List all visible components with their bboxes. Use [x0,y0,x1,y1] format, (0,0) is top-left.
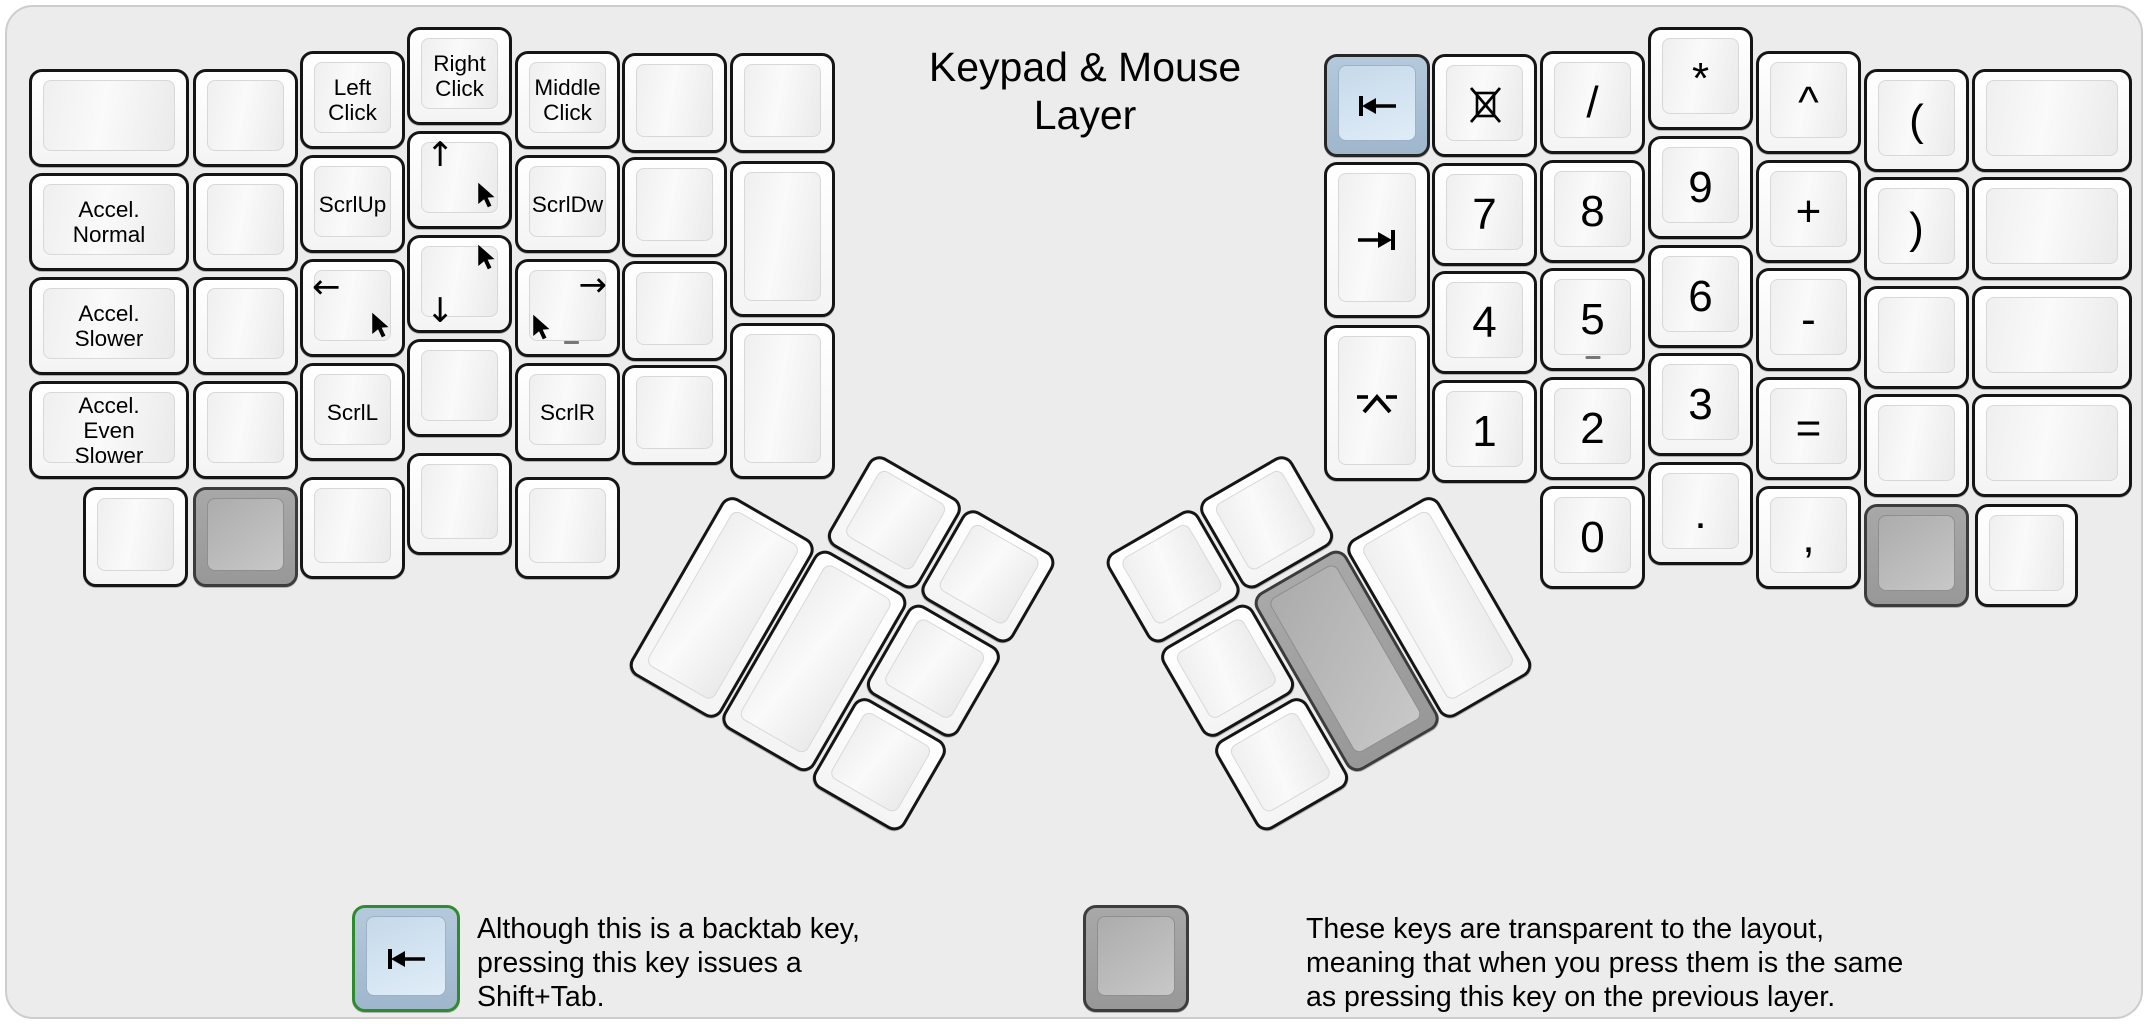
layout-board [5,5,2143,1019]
key-num-7 [1432,163,1537,266]
key-r-c6-r2 [1972,177,2132,280]
key-scroll-down [515,155,620,253]
key-plus [1756,160,1861,263]
key-num-6 [1648,245,1753,348]
legend-transparent-text: These keys are transparent to the layout, meaning that when you press them is the same as pressing this key on the previous layer. [1306,913,1904,1013]
key-l-c5-r2 [622,157,727,257]
key-l-c1-r3-cap [207,288,284,359]
mouse-cursor-icon-wrap [530,314,551,348]
arrow-up-icon: ↑ [426,135,455,175]
backtab-icon [383,946,429,972]
key-accel-even-slower-label: Accel. Even Slower [74,392,144,468]
key-left-click-label: Left Click [328,75,377,125]
key-comma [1756,486,1861,589]
key-l-c5-r4-cap [636,376,713,449]
key-r-c6-r1-cap [1986,80,2118,156]
key-num-4 [1432,271,1537,374]
key-mouse-left [300,259,405,357]
key-scroll-right [515,363,620,461]
key-l-c2-r5 [300,477,405,579]
key-num-5 [1540,268,1645,371]
key-l-c6-r1-cap [744,64,821,137]
key-num-8 [1540,160,1645,263]
key-r-c5-r4 [1864,394,1969,497]
key-caret-label: ^ [1798,77,1819,127]
key-l-c5-r3-cap [636,272,713,345]
key-l-c3-r5 [407,453,512,555]
key-num-5-label: 5 [1580,294,1605,344]
legend-transparent-key [1083,905,1189,1012]
key-rthumb-top-1-cap [1119,522,1224,626]
key-backtab [1324,54,1430,157]
key-r-c5-r4-cap [1878,405,1955,481]
mouse-cursor-icon [475,182,496,211]
page-title [929,43,1241,139]
key-l-c6-r1 [730,53,835,153]
key-right-click [407,27,512,125]
key-backtab-glyph [1327,57,1427,154]
key-minus-label: - [1801,294,1816,344]
key-right-click-label: Right Click [433,51,486,101]
key-l-bottom-2-transparent-cap [207,498,284,571]
key-l-c1-r2 [193,173,298,271]
key-l-c5-r2-cap [636,168,713,241]
key-l-c1-r1 [193,69,298,167]
mouse-cursor-icon-wrap [475,244,496,278]
key-accel-normal-label: Accel. Normal [72,197,146,247]
key-l-c1-r2-cap [207,184,284,255]
key-l-c0-r1-cap [43,80,175,151]
key-l-c1-r3 [193,277,298,375]
key-l-c6-tall1-cap [744,172,821,301]
legend-backtab-text: Although this is a backtab key, pressing this key issues a Shift+Tab. [477,913,860,1013]
key-rthumb-top-2-cap [1213,468,1318,572]
backtab-icon [1354,93,1400,119]
key-rthumb-mid-cap [1174,616,1279,720]
mouse-cursor-icon-wrap [369,312,390,346]
key-l-c3-r4-cap [421,350,498,421]
key-l-c2-r5-cap [314,488,391,563]
key-l-c3-r4 [407,339,512,437]
key-comma-label: , [1802,512,1815,562]
key-l-c5-r1 [622,53,727,153]
key-l-c1-r4-cap [207,392,284,463]
key-r-c6-r2-cap [1986,188,2118,264]
key-rthumb-low-cap [1228,710,1333,814]
key-num-9-label: 9 [1688,162,1713,212]
key-paren-close-label: ) [1909,203,1924,253]
key-middle-click-label: Middle Click [534,75,601,125]
key-scroll-left [300,363,405,461]
key-r-bottom-transparent [1864,504,1969,607]
key-mouse-up [407,131,512,229]
key-r-c6-r4-cap [1986,405,2118,481]
key-num-2 [1540,377,1645,480]
key-accel-slower [29,277,189,375]
key-asterisk-label: * [1691,53,1710,103]
key-tab-glyph [1327,165,1427,315]
key-r-c6-r3 [1972,286,2132,389]
key-period-label: . [1694,488,1707,538]
key-num-7-label: 7 [1472,189,1497,239]
key-minus [1756,268,1861,371]
key-period [1648,462,1753,565]
key-num-3-label: 3 [1688,379,1713,429]
homing-mark [564,341,579,345]
homing-mark [1585,356,1600,360]
key-l-c1-r1-cap [207,80,284,151]
key-num-8-label: 8 [1580,186,1605,236]
key-lthumb-top-2-cap [937,522,1042,626]
key-scroll-down-label: ScrlDw [531,191,604,217]
mouse-cursor-icon [475,244,496,273]
key-scroll-right-label: ScrlR [540,399,595,425]
key-paren-open-label: ( [1909,95,1924,145]
key-lthumb-top-1-cap [843,468,948,572]
arrow-down-icon: ↓ [426,291,455,331]
key-accel-even-slower [29,381,189,479]
legend-transparent-key-cap [1097,916,1175,996]
key-scroll-up [300,155,405,253]
key-tab [1324,162,1430,318]
key-scroll-left-label: ScrlL [326,399,379,425]
key-r-bottom-transparent-cap [1878,515,1955,591]
key-num-1 [1432,380,1537,483]
mouse-cursor-icon [369,312,390,341]
key-clear [1432,54,1537,157]
tab-icon [1354,227,1400,253]
key-clear-glyph [1435,57,1534,154]
clear-icon [1467,87,1503,125]
key-paren-close [1864,177,1969,280]
key-r-c6-r3-cap [1986,297,2118,373]
key-mouse-down [407,235,512,333]
key-num-0 [1540,486,1645,589]
key-l-c4-r5-cap [529,488,606,563]
key-l-bottom-1-cap [97,498,174,571]
key-asterisk [1648,27,1753,130]
key-r-c6-r1 [1972,69,2132,172]
key-r-c5-r3 [1864,286,1969,389]
key-l-c5-r1-cap [636,64,713,137]
key-l-c6-tall1 [730,161,835,317]
key-num-3 [1648,353,1753,456]
key-accel-slower-label: Accel. Slower [74,301,144,351]
key-r-c5-r3-cap [1878,297,1955,373]
key-scroll-up-label: ScrlUp [318,191,387,217]
mouse-cursor-icon-wrap [475,182,496,216]
key-num-6-label: 6 [1688,271,1713,321]
key-num-4-label: 4 [1472,297,1497,347]
key-caret [1756,51,1861,154]
key-slash [1540,51,1645,154]
key-left-click [300,51,405,149]
title-line-2: Layer [1033,92,1137,138]
key-num-2-label: 2 [1580,403,1605,453]
arrow-left-icon: ← [312,267,341,307]
key-l-bottom-2-transparent [193,487,298,587]
key-r-bottom-2-cap [1989,515,2064,591]
key-l-c1-r4 [193,381,298,479]
key-l-c3-r5-cap [421,464,498,539]
legend-backtab-key-glyph [355,908,457,1009]
key-num-9 [1648,136,1753,239]
key-accel-normal [29,173,189,271]
key-paren-open [1864,69,1969,172]
key-l-bottom-1 [83,487,188,587]
key-l-c4-r5 [515,477,620,579]
key-r-bottom-2 [1975,504,2078,607]
key-equals [1756,377,1861,480]
key-r-c6-r4 [1972,394,2132,497]
key-l-c5-r3 [622,261,727,361]
key-num-1-label: 1 [1472,406,1497,456]
legend-backtab-key [352,905,460,1012]
arrow-right-icon: → [578,265,607,305]
title-line-1: Keypad & Mouse [928,44,1242,90]
key-mouse-right [515,259,620,357]
key-lthumb-low-cap [828,710,933,814]
mouse-cursor-icon [530,314,551,343]
key-middle-click [515,51,620,149]
key-lthumb-mid-cap [882,616,987,720]
key-slash-label: / [1586,77,1599,127]
key-num-0-label: 0 [1580,512,1605,562]
key-plus-label: + [1795,186,1822,236]
key-l-c5-r4 [622,365,727,465]
key-equals-label: = [1795,403,1822,453]
key-l-c0-r1 [29,69,189,167]
